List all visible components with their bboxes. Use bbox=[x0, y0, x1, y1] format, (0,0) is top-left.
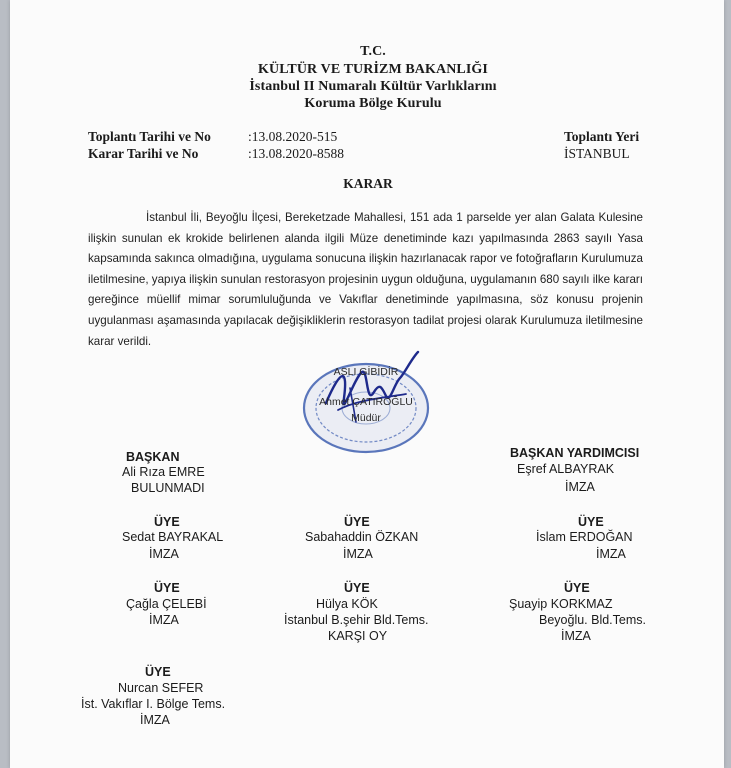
header-ministry: KÜLTÜR VE TURİZM BAKANLIĞI bbox=[258, 62, 488, 77]
member-name: Ali Rıza EMRE bbox=[122, 465, 205, 479]
member-role: ÜYE bbox=[344, 581, 370, 595]
member-role: BAŞKAN YARDIMCISI bbox=[510, 446, 640, 460]
meeting-place-label: Toplantı Yeri bbox=[564, 129, 640, 144]
header-board-line-1: İstanbul II Numaralı Kültür Varlıklarını bbox=[249, 79, 497, 94]
member-name: Eşref ALBAYRAK bbox=[517, 462, 615, 476]
meeting-place-value: İSTANBUL bbox=[564, 146, 630, 161]
member-name: Şuayip KORKMAZ bbox=[509, 597, 613, 611]
member-status: İMZA bbox=[343, 547, 373, 561]
member-status: İMZA bbox=[140, 713, 170, 727]
member-status: İMZA bbox=[596, 547, 626, 561]
member-role: ÜYE bbox=[154, 581, 180, 595]
member-detail: İstanbul B.şehir Bld.Tems. bbox=[284, 613, 429, 627]
meeting-date-value: :13.08.2020-515 bbox=[248, 129, 338, 144]
member-name: Sabahaddin ÖZKAN bbox=[305, 530, 419, 544]
member-name: Nurcan SEFER bbox=[118, 681, 204, 695]
member-detail: İst. Vakıflar I. Bölge Tems. bbox=[81, 697, 226, 711]
decision-date-value: :13.08.2020-8588 bbox=[248, 146, 344, 161]
official-stamp bbox=[286, 348, 446, 458]
member-role: ÜYE bbox=[578, 515, 604, 529]
member-status: İMZA bbox=[565, 480, 595, 494]
decision-text: İstanbul İli, Beyoğlu İlçesi, Bereketzade Mahallesi, 151 ada 1 parselde yer alan Galata Kulesine ilişkin sunulan ek krokide belirlenen alanda ilgili Müze denetiminde kazı yapılmasında 2863 sayılı Yasa kapsamında sakınca olmadığına, uygulama sonucuna ilişkin hazırlanacak rapor ve fotoğrafların Kurulumuza iletilmesine, yapıya ilişkin sunulan restorasyon projesinin uygun olduğuna, uygulamanın 680 sayılı ilke kararı gereğince müellif mimar sorumluluğunda ve Vakıflar denetiminde yapılmasına, söz konusu projenin uygulanması aşamasında yapılacak değişikliklerin restorasyon tadilat projesi olarak Kurulumuza iletilmesine karar verildi. bbox=[88, 211, 643, 348]
member-status: KARŞI OY bbox=[328, 629, 388, 643]
member-status: İMZA bbox=[149, 613, 179, 627]
document-page bbox=[10, 0, 724, 768]
stamp-line-1: ASLI GİBİDİR bbox=[333, 366, 399, 378]
member-name: Çağla ÇELEBİ bbox=[126, 597, 207, 611]
member-name: Sedat BAYRAKAL bbox=[122, 530, 224, 544]
member-role: ÜYE bbox=[564, 581, 590, 595]
member-status: İMZA bbox=[561, 629, 591, 643]
member-role: ÜYE bbox=[154, 515, 180, 529]
member-detail: Beyoğlu. Bld.Tems. bbox=[539, 613, 646, 627]
member-status: İMZA bbox=[149, 547, 179, 561]
member-role: ÜYE bbox=[344, 515, 370, 529]
decision-date-label: Karar Tarihi ve No bbox=[88, 146, 199, 161]
stamp-line-3: Müdür bbox=[351, 412, 381, 424]
header-board-line-2: Koruma Bölge Kurulu bbox=[304, 96, 442, 111]
stamp-line-2: Ahmet ÇATIROĞLU bbox=[319, 396, 413, 408]
member-name: İslam ERDOĞAN bbox=[536, 530, 633, 544]
meeting-date-label: Toplantı Tarihi ve No bbox=[88, 129, 211, 144]
member-role: ÜYE bbox=[145, 665, 171, 679]
member-role: BAŞKAN bbox=[126, 450, 180, 464]
member-status: BULUNMADI bbox=[131, 481, 205, 495]
decision-title: KARAR bbox=[343, 176, 393, 191]
member-name: Hülya KÖK bbox=[316, 597, 378, 611]
header-line-1: T.C. bbox=[360, 44, 386, 59]
